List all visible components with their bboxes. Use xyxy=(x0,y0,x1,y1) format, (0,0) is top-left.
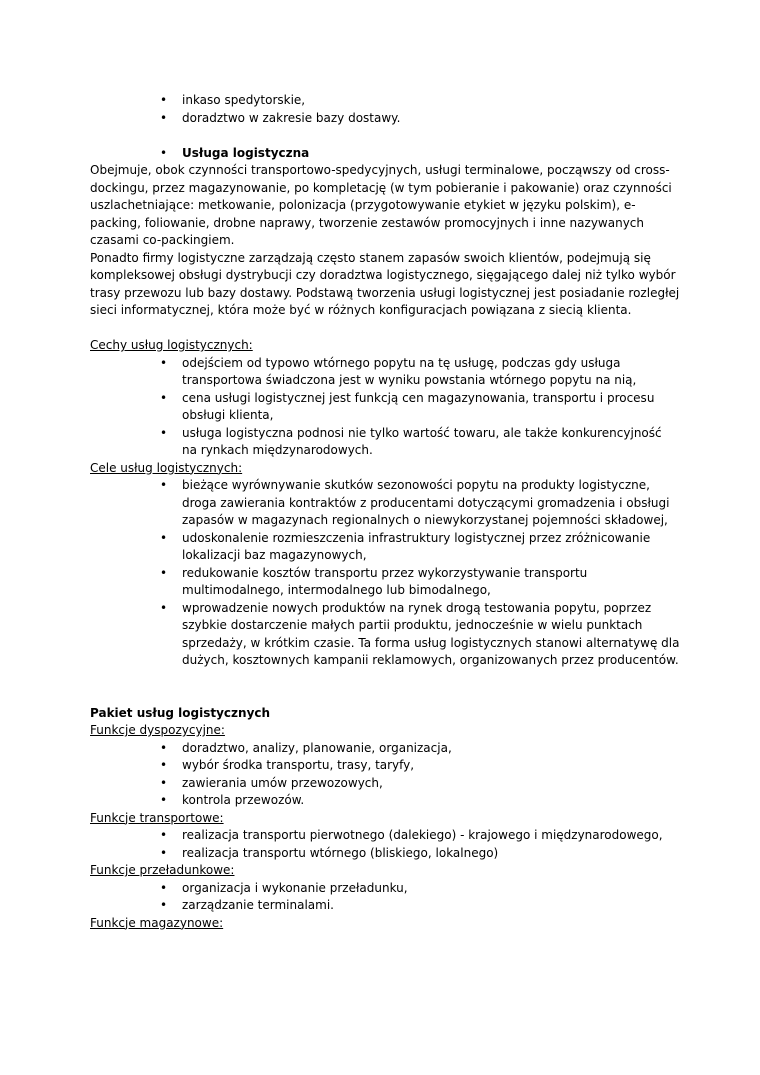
goals-heading: Cele usług logistycznych: xyxy=(90,460,243,475)
dispositional-list xyxy=(90,740,680,810)
document-page xyxy=(90,92,680,932)
features-heading: Cechy usług logistycznych: xyxy=(90,338,253,352)
list-item: • realizacja transportu wtórnego (bliskiego, lokalnego) xyxy=(90,845,680,863)
list-item: • wybór środka transportu, trasy, taryfy, xyxy=(90,757,680,775)
transshipment-heading: Funkcje przeładunkowe: xyxy=(90,863,235,877)
list-item: • cena usługi logistycznej jest funkcją cen magazynowania, transportu i procesu obsługi klienta, xyxy=(90,390,680,425)
features-list xyxy=(90,355,680,460)
list-item: • kontrola przewozów. xyxy=(90,792,680,810)
transport-list xyxy=(90,827,680,862)
paragraph: Obejmuje, obok czynności transportowo-spedycyjnych, usługi terminalowe, począwszy od cross-dockingu, przez magazynowanie, po kompletację (w tym pobieranie i pakowanie) oraz czynności uszlachetniające: metkowanie, polonizacja (przygotowywanie etykiet w języku polskim), e-packing, foliowanie, drobne naprawy, tworzenie zestawów promocyjnych i inne nazywanych czasami co-packingiem. xyxy=(90,163,672,247)
dispositional-heading: Funkcje dyspozycyjne: xyxy=(90,723,225,737)
top-bullet-list xyxy=(90,92,680,127)
list-item: • wprowadzenie nowych produktów na rynek drogą testowania popytu, poprzez szybkie dostarczenie małych partii produktu, jednocześnie w wielu punktach sprzedaży, w krótkim czasie. Ta forma usług logistycznych stanowi alternatywę dla dużych, kosztownych kampanii reklamowych, organizowanych przez producentów. xyxy=(90,600,680,670)
package-heading: Pakiet usług logistycznych xyxy=(90,705,271,720)
transshipment-list xyxy=(90,880,680,915)
list-item: • zarządzanie terminalami. xyxy=(90,897,680,915)
list-item: • usługa logistyczna podnosi nie tylko wartość towaru, ale także konkurencyjność na rynkach międzynarodowych. xyxy=(90,425,680,460)
service-heading: • Usługa logistyczna xyxy=(90,145,680,163)
list-item: • zawierania umów przewozowych, xyxy=(90,775,680,793)
list-item: • realizacja transportu pierwotnego (dalekiego) - krajowego i międzynarodowego, xyxy=(90,827,680,845)
list-item: • inkaso spedytorskie, xyxy=(90,92,680,110)
list-item: • redukowanie kosztów transportu przez wykorzystywanie transportu multimodalnego, intermodalnego lub bimodalnego, xyxy=(90,565,680,600)
paragraph: Ponadto firmy logistyczne zarządzają często stanem zapasów swoich klientów, podejmują się kompleksowej obsługi dystrybucji czy doradztwa logistycznego, sięgającego dalej niż tylko wybór trasy przewozu lub bazy dostawy. Podstawą tworzenia usługi logistycznej jest posiadanie rozległej sieci informatycznej, która może być w różnych konfiguracjach powiązana z siecią klienta. xyxy=(90,250,680,317)
transport-heading: Funkcje transportowe: xyxy=(90,810,224,825)
list-item: • udoskonalenie rozmieszczenia infrastruktury logistycznej przez zróżnicowanie lokalizacji baz magazynowych, xyxy=(90,530,680,565)
list-item: • doradztwo w zakresie bazy dostawy. xyxy=(90,110,680,128)
warehouse-heading: Funkcje magazynowe: xyxy=(90,915,224,930)
goals-list xyxy=(90,477,680,670)
list-item: • bieżące wyrównywanie skutków sezonowości popytu na produkty logistyczne, droga zawierania kontraktów z producentami dotyczącymi gromadzenia i obsługi zapasów w magazynach regionalnych o niewykorzystanej pojemności składowej, xyxy=(90,477,680,530)
list-item: • organizacja i wykonanie przeładunku, xyxy=(90,880,680,898)
list-item: • doradztwo, analizy, planowanie, organizacja, xyxy=(90,740,680,758)
list-item: • odejściem od typowo wtórnego popytu na tę usługę, podczas gdy usługa transportowa świadczona jest w wyniku powstania wtórnego popytu na nią, xyxy=(90,355,680,390)
